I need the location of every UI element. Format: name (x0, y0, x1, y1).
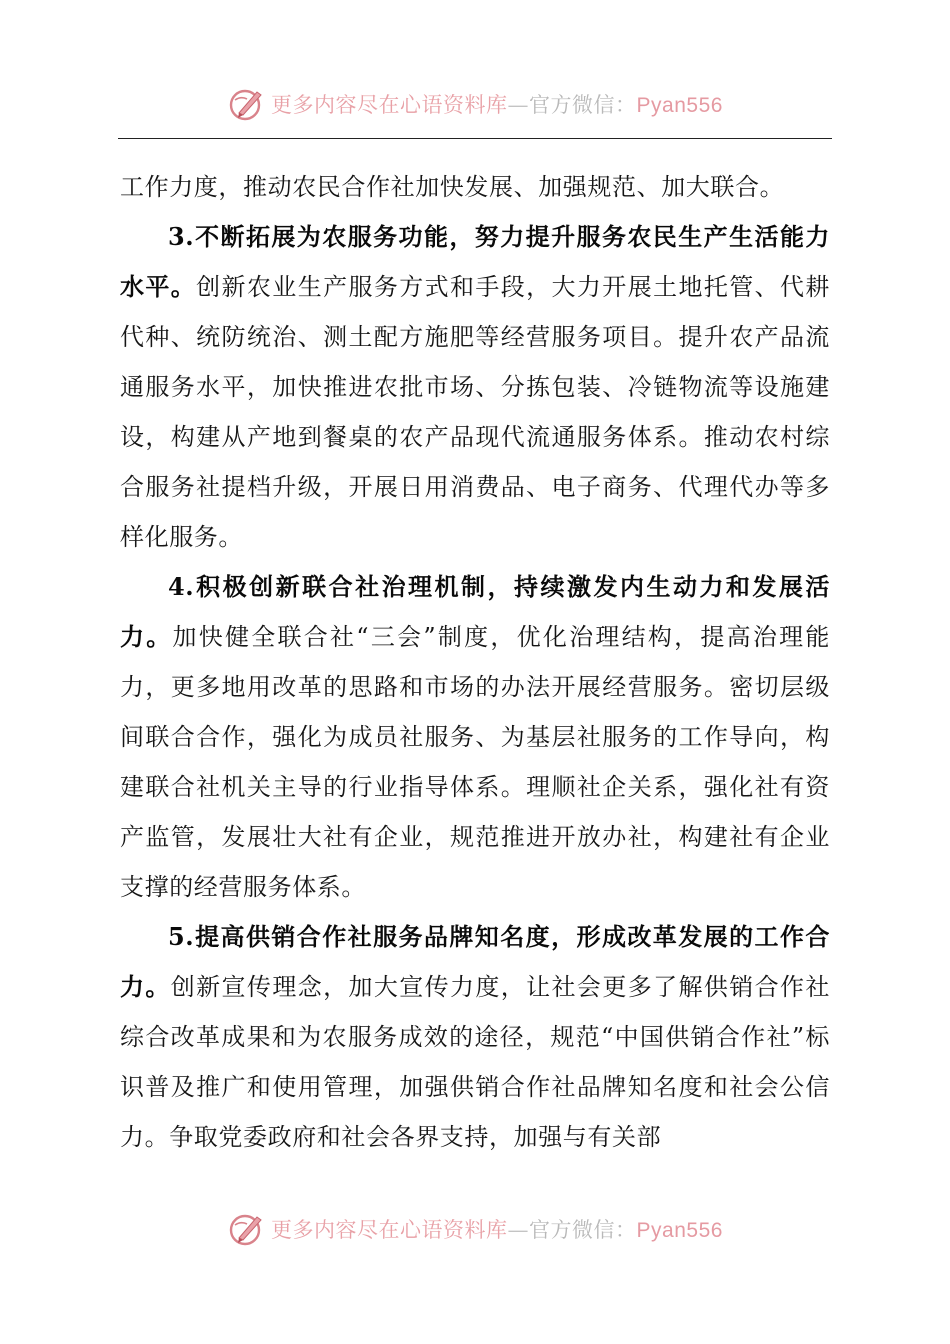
paragraph-3 (120, 562, 830, 912)
footer-watermark-wechat-id: Pyan556 (636, 1219, 723, 1242)
watermark-site-text: 更多内容尽在心语资料库 (271, 93, 508, 117)
pen-circle-logo-icon (227, 1209, 267, 1249)
header-divider (118, 138, 832, 139)
paragraph-2-heading: 3.不断拓展为农服务功能，努力提升服务农民生产生活能力水平。 (120, 222, 830, 301)
paragraph-3-text: 加快健全联合社“三会”制度，优化治理结构，提高治理能力，更多地用改革的思路和市场的办法开展经营服务。密切层级间联合合作，强化为成员社服务、为基层社服务的工作导向，构建联合社机关主导的行业指导体系。理顺社企关系，强化社有资产监管，发展壮大社有企业，规范推进开放办社，构建社有企业支撑的经营服务体系。 (120, 623, 831, 901)
paragraph-3-heading: 4.积极创新联合社治理机制，持续激发内生动力和发展活力。 (120, 572, 830, 651)
paragraph-2 (120, 212, 830, 562)
pen-circle-logo-icon (227, 84, 267, 124)
footer-watermark-label: 官方微信： (529, 1218, 637, 1242)
paragraph-2-text: 创新农业生产服务方式和手段，大力开展土地托管、代耕代种、统防统治、测土配方施肥等经营服务项目。提升农产品流通服务水平，加快推进农批市场、分拣包装、冷链物流等设施建设，构建从产地到餐桌的农产品现代流通服务体系。推动农村综合服务社提档升级，开展日用消费品、电子商务、代理代办等多样化服务。 (120, 273, 830, 551)
paragraph-1-text: 工作力度，推动农民合作社加快发展、加强规范、加大联合。 (120, 173, 785, 201)
watermark-label: 官方微信： (529, 93, 637, 117)
header-watermark (0, 82, 950, 126)
document-body (120, 162, 830, 1162)
paragraph-4-text: 创新宣传理念，加大宣传力度，让社会更多了解供销合作社综合改革成果和为农服务成效的途径，规范“中国供销合作社”标识普及推广和使用管理，加强供销合作社品牌知名度和社会公信力。争取党委政府和社会各界支持，加强与有关部 (120, 973, 830, 1151)
paragraph-4 (120, 912, 830, 1162)
footer-watermark-text (271, 1214, 723, 1244)
watermark-dash: — (507, 93, 530, 117)
footer-watermark (0, 1207, 950, 1251)
watermark-wechat-id: Pyan556 (636, 94, 723, 117)
footer-watermark-site-text: 更多内容尽在心语资料库 (271, 1218, 508, 1242)
watermark-text (271, 89, 723, 119)
footer-watermark-dash: — (507, 1218, 530, 1242)
paragraph-4-heading: 5.提高供销合作社服务品牌知名度，形成改革发展的工作合力。 (120, 922, 830, 1001)
paragraph-1 (120, 162, 830, 212)
